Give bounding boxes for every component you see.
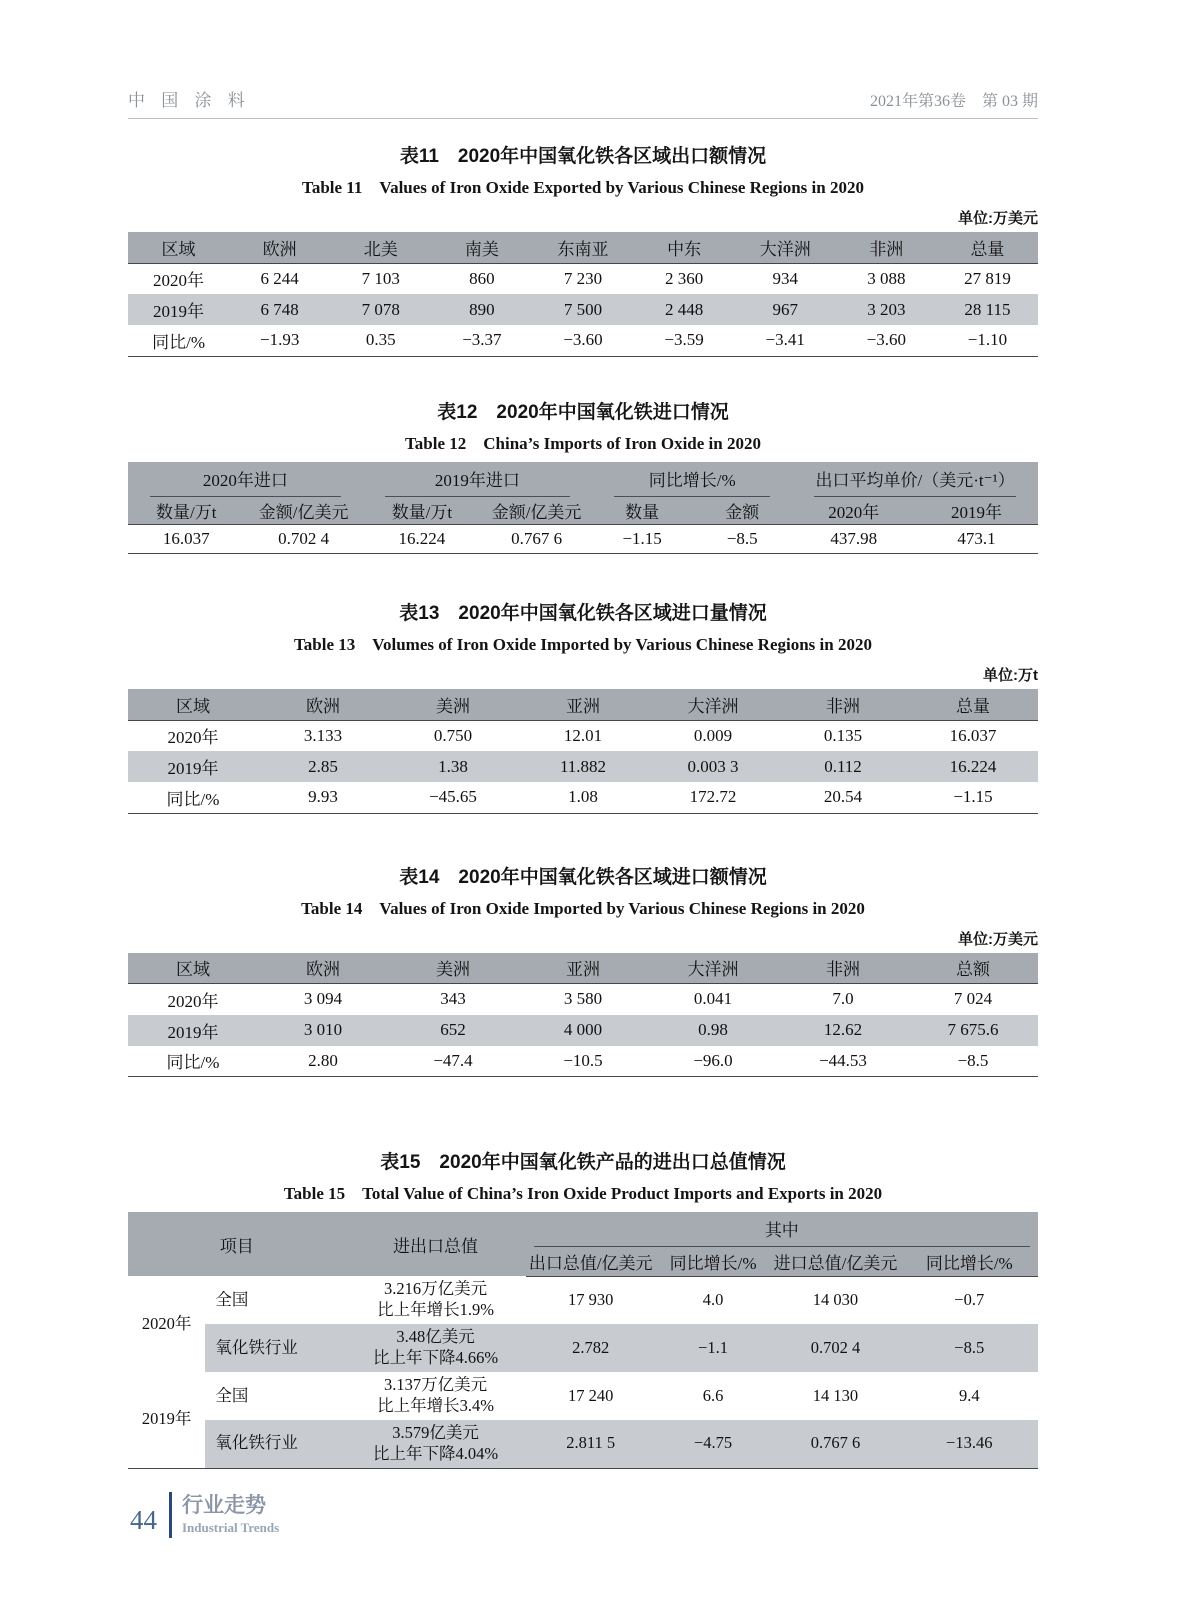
table-cell: 3 010 (303, 1020, 343, 1039)
table-cell: −1.93 (259, 330, 300, 350)
total-value-line2: 比上年下降4.04% (372, 1443, 499, 1463)
table-cell: 0.767 6 (511, 529, 563, 548)
table-cell: −3.37 (462, 330, 502, 350)
table-14-title-en: Table 14 Values of Iron Oxide Imported by Various Chinese Regions in 2020 (301, 898, 865, 918)
page-number: 44 (130, 1505, 157, 1535)
export-growth-cell: 4.0 (702, 1289, 724, 1309)
table-row (128, 1046, 1038, 1077)
footer-section-titles (182, 1494, 279, 1535)
table-cell: 0.009 (693, 725, 733, 745)
table-cell: 0.135 (823, 725, 863, 745)
table-row (128, 751, 1038, 782)
table13-body (128, 720, 1038, 813)
section-table-14 (128, 862, 1038, 1078)
table-cell: 3 203 (867, 299, 906, 319)
sub-header-cell: 金额/亿美元 (481, 497, 592, 525)
import-total-cell: 14 130 (812, 1385, 859, 1405)
table-cell: −44.53 (819, 1050, 867, 1070)
table14-body (128, 984, 1038, 1077)
total-value-cell (345, 1276, 525, 1324)
table-15-header-row-1 (128, 1212, 1038, 1247)
table-cell: −8.5 (957, 1050, 989, 1070)
table-cell: 2.85 (308, 756, 338, 776)
table-cell: 343 (440, 989, 466, 1009)
column-header: 总额 (908, 953, 1038, 984)
table-cell: 28 115 (964, 299, 1011, 319)
column-header: 欧洲 (258, 689, 388, 720)
header-row (128, 232, 1038, 263)
table-cell: −1.10 (967, 330, 1008, 350)
table-cell: 2020年 (153, 271, 205, 291)
table-13-title-cn: 表13 2020年中国氧化铁各区域进口量情况 (399, 603, 767, 624)
table-cell: 16.037 (949, 725, 997, 745)
table-cell: −1.15 (622, 529, 662, 548)
table-15 (128, 1212, 1038, 1469)
export-total-cell: 2.782 (526, 1324, 656, 1372)
table-cell: −47.4 (433, 1050, 473, 1070)
table-cell: −3.60 (866, 330, 906, 350)
import-growth-cell: −13.46 (901, 1420, 1038, 1468)
column-header: 总量 (908, 689, 1038, 720)
column-header: 南美 (431, 232, 532, 263)
table-cell: −10.5 (563, 1050, 603, 1070)
table-cell: 3.133 (303, 725, 343, 745)
table-12-group-header-row (128, 462, 1038, 497)
table-cell: 2020年 (167, 991, 219, 1011)
table-cell: 7 103 (361, 268, 400, 288)
table-row (128, 263, 1038, 294)
table-row (128, 1372, 1038, 1420)
table-row (128, 1015, 1038, 1046)
table-cell: 437.98 (830, 529, 878, 548)
table-11 (128, 232, 1038, 357)
total-value-line2: 比上年下降4.66% (372, 1348, 499, 1367)
table-11-title-cn: 表11 2020年中国氧化铁各区域出口额情况 (399, 146, 767, 167)
issue-info: 2021年第36卷 第 03 期 (869, 93, 1038, 110)
table-cell: −3.59 (664, 330, 704, 350)
column-header: 非洲 (836, 232, 937, 263)
sub-header-cell: 同比增长/% (656, 1247, 771, 1276)
export-growth-cell: −4.75 (656, 1420, 771, 1468)
table-14-title-cn: 表14 2020年中国氧化铁各区域进口额情况 (399, 866, 767, 888)
table13-head (128, 689, 1038, 720)
table-cell: 同比/% (166, 789, 220, 809)
table-14-unit-note: 单位:万美元 (958, 930, 1038, 948)
footer-section-title-cn: 行业走势 (182, 1494, 266, 1518)
column-header: 亚洲 (518, 689, 648, 720)
group-header-label: 2019年进口 (385, 466, 570, 497)
sub-header-cell: 进口总值/亿美元 (770, 1247, 900, 1276)
table-row (128, 1324, 1038, 1372)
scope-cell: 全国 (215, 1385, 249, 1405)
table-14 (128, 953, 1038, 1078)
column-header: 美洲 (388, 953, 518, 984)
column-header: 美洲 (388, 689, 518, 720)
table-13-unit-note: 单位:万t (983, 667, 1038, 684)
export-total-cell: 17 240 (568, 1385, 614, 1405)
table-cell: 934 (772, 268, 798, 288)
table-row (128, 325, 1038, 356)
column-header: 区域 (128, 689, 258, 720)
table-cell: 16.224 (949, 756, 997, 776)
year-cell: 2020年 (128, 1276, 205, 1372)
scope-cell: 全国 (215, 1289, 249, 1309)
section-table-12 (128, 397, 1038, 555)
total-value-cell (345, 1420, 525, 1468)
column-header: 大洋洲 (735, 232, 836, 263)
table-15-head (128, 1212, 1038, 1276)
total-value-line1: 3.137万亿美元 (383, 1375, 488, 1395)
sub-header-cell: 数量/万t (128, 497, 244, 525)
table-15-body (128, 1276, 1038, 1468)
year-cell: 2019年 (128, 1372, 205, 1468)
table-cell: 9.93 (308, 787, 338, 807)
table-row (128, 984, 1038, 1015)
sub-header-cell: 数量 (592, 497, 692, 525)
column-header: 欧洲 (258, 953, 388, 984)
table-cell: 0.112 (824, 756, 862, 776)
column-header: 非洲 (778, 689, 908, 720)
table-cell: 27 819 (964, 268, 1011, 288)
table-cell: 16.224 (398, 529, 446, 548)
table-cell: 2019年 (167, 1022, 219, 1042)
table-cell: −45.65 (429, 787, 477, 807)
section-table-13 (128, 598, 1038, 814)
table-15-header-item: 项目 (219, 1236, 254, 1256)
column-header: 区域 (128, 953, 258, 984)
table-cell: 4 000 (563, 1020, 603, 1039)
sub-header-cell: 2020年 (792, 497, 915, 525)
table-cell: 同比/% (152, 332, 205, 352)
table-cell: 890 (469, 299, 495, 319)
section-table-11 (128, 141, 1038, 357)
table-cell: 3 580 (563, 989, 603, 1009)
table-cell: −3.41 (765, 330, 805, 350)
column-header: 北美 (330, 232, 431, 263)
total-value-line2: 比上年增长3.4% (377, 1396, 494, 1415)
sub-header-cell: 出口总值/亿美元 (526, 1247, 656, 1276)
table11-head (128, 232, 1038, 263)
table-cell: 2019年 (153, 302, 205, 321)
table-12-title-cn: 表12 2020年中国氧化铁进口情况 (437, 401, 729, 423)
table-12-head (128, 462, 1038, 525)
table-11-title-en: Table 11 Values of Iron Oxide Exported by Various Chinese Regions in 2020 (302, 178, 864, 197)
running-head-rule (128, 86, 1038, 119)
column-header: 大洋洲 (648, 689, 778, 720)
column-header: 区域 (128, 232, 229, 263)
import-growth-cell: −8.5 (901, 1324, 1038, 1372)
table-cell: 12.01 (563, 725, 603, 745)
footer-divider-bar (169, 1492, 172, 1538)
table-12 (128, 462, 1038, 555)
table-cell: 967 (772, 299, 798, 319)
table-cell: 7 230 (563, 268, 603, 288)
sub-header-cell: 数量/万t (363, 497, 481, 525)
table-cell: 7 500 (563, 299, 603, 319)
header-row (128, 953, 1038, 984)
table-cell: 2.80 (308, 1050, 338, 1070)
table-cell: 172.72 (689, 787, 737, 807)
table-15-header-among-label: 其中 (534, 1212, 1030, 1247)
column-header: 非洲 (778, 953, 908, 984)
table-cell: 0.702 4 (278, 529, 330, 548)
table-12-sub-header-row (128, 497, 1038, 525)
table-cell: 6 244 (260, 268, 299, 288)
table-cell: 860 (469, 268, 495, 288)
footer-section-title-en: Industrial Trends (182, 1519, 280, 1535)
table-cell: 1.08 (568, 787, 598, 807)
total-value-cell (345, 1324, 525, 1372)
export-growth-cell: −1.1 (656, 1324, 771, 1372)
table14-head (128, 953, 1038, 984)
column-header: 欧洲 (229, 232, 330, 263)
table-cell: 2 360 (664, 268, 704, 288)
import-growth-cell: −0.7 (954, 1289, 985, 1309)
table-cell: −3.60 (563, 330, 603, 350)
header-row (128, 689, 1038, 720)
group-header-cell (128, 462, 363, 497)
sub-header-cell: 金额/亿美元 (244, 497, 362, 525)
column-header: 亚洲 (518, 953, 648, 984)
table-cell: 11.882 (559, 756, 607, 776)
table-cell: 652 (440, 1020, 466, 1039)
journal-name: 中 国 涂 料 (128, 91, 251, 110)
table-cell: 16.037 (162, 529, 210, 548)
table-cell: 12.62 (823, 1020, 863, 1039)
table-11-unit-note: 单位:万美元 (958, 210, 1038, 227)
scope-cell: 氧化铁行业 (205, 1420, 345, 1468)
column-header: 东南亚 (532, 232, 633, 263)
group-header-label: 出口平均单价/（美元·t⁻¹） (814, 466, 1016, 497)
table-cell: 0.041 (693, 989, 733, 1009)
table-row (128, 1276, 1038, 1324)
table-cell: −96.0 (693, 1050, 733, 1070)
table-cell: 3 094 (303, 989, 343, 1009)
table-cell: 0.750 (433, 725, 473, 745)
export-total-cell: 17 930 (568, 1289, 614, 1309)
table-cell: 0.003 3 (687, 756, 739, 776)
table-12-title-en: Table 12 China’s Imports of Iron Oxide in 2020 (405, 433, 761, 453)
table-cell: 7 078 (361, 299, 400, 319)
table-cell: 0.35 (365, 330, 396, 350)
import-total-cell: 14 030 (812, 1289, 859, 1309)
table-cell: 3 088 (867, 268, 906, 288)
group-header-cell (592, 462, 792, 497)
table-cell: 7 024 (953, 989, 993, 1009)
page-footer (130, 1492, 279, 1538)
sub-header-cell: 2019年 (915, 497, 1038, 525)
import-total-cell: 0.702 4 (770, 1324, 900, 1372)
import-total-cell: 0.767 6 (770, 1420, 900, 1468)
table-cell: 20.54 (823, 787, 863, 807)
table-13 (128, 689, 1038, 814)
total-value-line1: 3.216万亿美元 (383, 1279, 488, 1299)
group-header-cell (363, 462, 592, 497)
group-header-label: 2020年进口 (150, 466, 341, 497)
table-cell: 同比/% (166, 1053, 220, 1073)
table-row (128, 782, 1038, 813)
running-head (128, 0, 1038, 119)
total-value-cell (345, 1372, 525, 1420)
export-growth-cell: 6.6 (702, 1385, 724, 1405)
export-total-cell: 2.811 5 (526, 1420, 656, 1468)
total-value-line1: 3.48亿美元 (396, 1327, 475, 1347)
import-growth-cell: 9.4 (958, 1385, 980, 1405)
group-header-label: 同比增长/% (614, 466, 770, 497)
sub-header-cell: 同比增长/% (901, 1247, 1038, 1276)
column-header: 大洋洲 (648, 953, 778, 984)
table-15-title-cn: 表15 2020年中国氧化铁产品的进出口总值情况 (380, 1152, 786, 1173)
section-table-15 (128, 1147, 1038, 1469)
column-header: 中东 (634, 232, 735, 263)
table-cell: −8.5 (726, 529, 758, 548)
table-cell: 7.0 (832, 989, 854, 1009)
scope-cell: 氧化铁行业 (205, 1324, 345, 1372)
table-15-header-total: 进出口总值 (393, 1236, 479, 1256)
table-cell: 7 675.6 (947, 1020, 999, 1039)
table-cell: 2019年 (167, 759, 219, 778)
table-row (128, 294, 1038, 325)
table-cell: 473.1 (957, 529, 996, 548)
table-cell: 2020年 (167, 728, 219, 748)
table-row (128, 720, 1038, 751)
table11-body (128, 263, 1038, 356)
table-cell: 2 448 (664, 299, 704, 319)
total-value-line1: 3.579亿美元 (392, 1423, 479, 1443)
sub-header-cell: 金额 (692, 497, 792, 525)
total-value-line2: 比上年增长1.9% (377, 1300, 494, 1319)
table-cell: 1.38 (438, 756, 468, 776)
table-cell: 6 748 (260, 299, 299, 319)
table-cell: −1.15 (953, 787, 993, 807)
table-13-title-en: Table 13 Volumes of Iron Oxide Imported by Various Chinese Regions in 2020 (294, 635, 872, 654)
table-15-title-en: Table 15 Total Value of China’s Iron Oxide Product Imports and Exports in 2020 (283, 1184, 883, 1203)
table-row (128, 1420, 1038, 1468)
table-row (128, 525, 1038, 554)
table-cell: 0.98 (698, 1020, 728, 1039)
table-15-header-among (526, 1212, 1038, 1247)
column-header: 总量 (937, 232, 1038, 263)
table-12-body (128, 525, 1038, 554)
group-header-cell (792, 462, 1038, 497)
